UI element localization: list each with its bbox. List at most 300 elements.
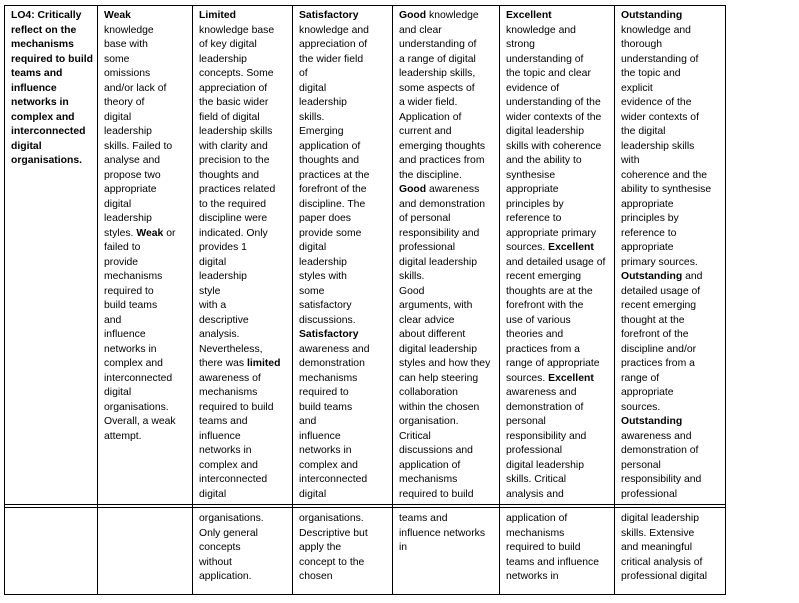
descriptor-line <box>299 82 388 97</box>
descriptor-text: range of appropriate <box>506 358 600 369</box>
descriptor-text: the topic and clear <box>506 68 591 79</box>
descriptor-line <box>506 96 610 111</box>
descriptor-line <box>104 372 188 387</box>
descriptor-line <box>199 299 288 314</box>
descriptor-line <box>621 430 721 445</box>
descriptor-text: precision to the <box>199 155 270 166</box>
descriptor-line <box>399 96 495 111</box>
descriptor-line <box>104 227 188 242</box>
descriptor-line <box>399 24 495 39</box>
descriptor-text: style <box>199 285 221 297</box>
descriptor-text: some <box>104 53 130 65</box>
descriptor-text: range of <box>621 372 660 384</box>
descriptor-line <box>621 541 721 556</box>
descriptor-line <box>506 556 610 571</box>
descriptor-line <box>104 53 188 68</box>
descriptor-text: knowledge base <box>199 24 275 36</box>
descriptor-text: the wider field <box>299 53 364 65</box>
grade-cell-outstanding-continued <box>615 508 726 595</box>
descriptor-text: wider contexts of the <box>506 111 602 123</box>
descriptor-line <box>104 169 188 184</box>
descriptor-line <box>399 299 495 314</box>
descriptor-text: some aspects of <box>399 82 475 94</box>
descriptor-text: influence networks <box>399 527 486 539</box>
descriptor-line <box>104 270 188 285</box>
descriptor-text: organisations. <box>299 513 364 524</box>
descriptor-text: appropriate <box>621 387 674 398</box>
descriptor-text: Critical <box>399 430 431 442</box>
descriptor-text: can help steering <box>399 372 479 384</box>
descriptor-line <box>299 241 388 256</box>
descriptor-text: personal <box>621 459 661 471</box>
descriptor-text: required to build <box>199 401 274 413</box>
descriptor-text: and meaningful <box>621 542 693 553</box>
descriptor-line <box>399 314 495 329</box>
descriptor-text: and clear <box>399 24 442 36</box>
descriptor-text: discipline. The <box>299 198 366 210</box>
descriptor-text: professional digital <box>621 571 708 582</box>
descriptor-line <box>199 9 288 24</box>
descriptor-text: skills. Extensive <box>621 527 695 539</box>
grade-keyword: limited <box>246 358 281 369</box>
grade-keyword: Satisfactory <box>299 329 359 340</box>
rubric-row-continued <box>5 508 726 595</box>
descriptor-text: of <box>299 68 308 79</box>
descriptor-line <box>299 125 388 140</box>
descriptor-text: omissions <box>104 68 151 79</box>
descriptor-text: skills with coherence <box>506 140 602 152</box>
descriptor-line <box>299 96 388 111</box>
grade-keyword: Excellent <box>506 10 552 21</box>
descriptor-line <box>506 256 610 271</box>
descriptor-text: application. <box>199 571 252 582</box>
descriptor-line <box>621 459 721 474</box>
descriptor-line <box>199 67 288 82</box>
descriptor-line <box>104 357 188 372</box>
descriptor-text: understanding of <box>621 53 699 65</box>
descriptor-text: a wider field. <box>399 97 458 108</box>
descriptor-line <box>621 9 721 24</box>
descriptor-text: demonstration of <box>506 401 584 413</box>
descriptor-text: synthesise <box>506 169 556 181</box>
rubric-table <box>4 5 726 595</box>
descriptor-line <box>399 67 495 82</box>
descriptor-text: digital <box>104 387 132 398</box>
descriptor-line <box>399 9 495 24</box>
descriptor-text: and <box>682 271 703 282</box>
descriptor-text: ability to synthesise <box>621 184 712 195</box>
descriptor-text: leadership <box>299 256 347 268</box>
descriptor-text: thorough <box>621 39 663 50</box>
descriptor-text: digital <box>299 82 327 94</box>
descriptor-line <box>506 24 610 39</box>
descriptor-line <box>506 401 610 416</box>
descriptor-text: provide some <box>299 227 362 239</box>
descriptor-text: awareness <box>426 184 480 195</box>
descriptor-line <box>399 285 495 300</box>
descriptor-text: the basic wider <box>199 97 269 108</box>
descriptor-text: evidence of the <box>621 97 692 108</box>
descriptor-line <box>299 212 388 227</box>
descriptor-text: awareness and <box>299 343 370 355</box>
descriptor-line <box>621 212 721 227</box>
descriptor-line <box>621 125 721 140</box>
descriptor-text: digital leadership <box>399 343 477 355</box>
descriptor-line <box>199 227 288 242</box>
descriptor-text: digital leadership <box>621 513 699 524</box>
descriptor-text: about different <box>399 329 466 340</box>
descriptor-line <box>506 386 610 401</box>
descriptor-text: personal <box>506 416 546 427</box>
grade-cell-good-continued <box>393 508 500 595</box>
descriptor-line <box>506 67 610 82</box>
descriptor-line <box>506 241 610 256</box>
descriptor-line <box>399 111 495 126</box>
descriptor-text: networks in <box>199 445 252 456</box>
descriptor-line <box>299 444 388 459</box>
descriptor-text: skills. Critical <box>506 474 567 485</box>
descriptor-line <box>506 473 610 488</box>
descriptor-line <box>199 111 288 126</box>
descriptor-text: digital <box>299 242 327 253</box>
descriptor-line <box>621 386 721 401</box>
descriptor-line <box>399 154 495 169</box>
descriptor-text: the digital <box>621 126 666 137</box>
descriptor-line <box>199 314 288 329</box>
descriptor-line <box>621 488 721 503</box>
descriptor-text: principles by <box>506 198 564 210</box>
descriptor-text: knowledge <box>104 24 154 36</box>
descriptor-text: principles by <box>621 213 679 224</box>
descriptor-text: concepts. Some <box>199 68 274 79</box>
grade-keyword: Satisfactory <box>299 10 359 21</box>
descriptor-text: influence <box>299 430 341 442</box>
descriptor-line <box>399 38 495 53</box>
descriptor-text: knowledge and <box>299 24 369 36</box>
descriptor-text: networks in <box>104 343 157 355</box>
descriptor-text: the discipline. <box>399 169 462 181</box>
descriptor-text: appropriate <box>621 242 674 253</box>
grade-keyword: Weak <box>104 10 131 21</box>
descriptor-text: understanding of <box>399 39 477 50</box>
descriptor-text: interconnected <box>299 474 368 485</box>
descriptor-line <box>399 444 495 459</box>
descriptor-text: interconnected <box>199 474 268 485</box>
descriptor-text: leadership <box>104 213 152 224</box>
descriptor-text: demonstration <box>299 358 365 369</box>
descriptor-line <box>506 270 610 285</box>
learning-outcome-line: mechanisms <box>11 39 74 50</box>
descriptor-line <box>299 111 388 126</box>
descriptor-text: Descriptive but <box>299 527 368 539</box>
descriptor-text: current and <box>399 126 452 137</box>
descriptor-line <box>399 401 495 416</box>
learning-outcome-line: required to build <box>11 53 93 65</box>
descriptor-line <box>199 82 288 97</box>
descriptor-text: thought at the <box>621 314 685 326</box>
descriptor-text: leadership <box>104 126 152 137</box>
descriptor-text: coherence and the <box>621 169 708 181</box>
descriptor-text: application of <box>506 513 568 524</box>
descriptor-text: sources. <box>506 242 549 253</box>
descriptor-line <box>506 512 610 527</box>
descriptor-line <box>199 256 288 271</box>
descriptor-line <box>621 111 721 126</box>
descriptor-text: responsibility and <box>399 227 480 239</box>
descriptor-line <box>621 198 721 213</box>
descriptor-text: required to <box>104 285 154 297</box>
descriptor-line <box>621 444 721 459</box>
descriptor-line <box>506 343 610 358</box>
descriptor-text: awareness of <box>199 372 261 384</box>
descriptor-line <box>199 430 288 445</box>
descriptor-line <box>399 459 495 474</box>
descriptor-line <box>299 270 388 285</box>
descriptor-text: appreciation of <box>299 39 368 50</box>
descriptor-text: understanding of <box>506 53 584 65</box>
learning-outcome-line: organisations. <box>11 155 83 166</box>
learning-outcome-line: networks in <box>11 97 69 108</box>
descriptor-text: practices at the <box>299 169 370 181</box>
descriptor-text: practices from a <box>506 343 580 355</box>
descriptor-text: build teams <box>299 401 353 413</box>
descriptor-text: of key digital <box>199 39 257 50</box>
descriptor-line <box>506 299 610 314</box>
descriptor-text: some <box>299 285 325 297</box>
descriptor-line <box>621 256 721 271</box>
descriptor-line <box>199 38 288 53</box>
descriptor-line <box>506 415 610 430</box>
descriptor-line <box>506 570 610 585</box>
descriptor-text: leadership skills <box>621 140 695 152</box>
descriptor-line <box>299 256 388 271</box>
descriptor-line <box>299 488 388 503</box>
descriptor-text: leadership skills, <box>399 68 476 79</box>
descriptor-text: critical analysis of <box>621 556 703 568</box>
learning-outcome-line: digital <box>11 140 42 152</box>
descriptor-text: chosen <box>299 571 333 582</box>
descriptor-line <box>399 256 495 271</box>
descriptor-text: mechanisms <box>299 372 358 384</box>
descriptor-line <box>399 372 495 387</box>
descriptor-line <box>104 82 188 97</box>
descriptor-line <box>399 386 495 401</box>
learning-outcome-line: influence <box>11 82 57 94</box>
descriptor-line <box>199 570 288 585</box>
descriptor-text: awareness and <box>621 430 692 442</box>
descriptor-line <box>621 38 721 53</box>
descriptor-text: complex and <box>199 459 258 471</box>
descriptor-text: and practices from <box>399 155 485 166</box>
descriptor-text: thoughts and <box>199 169 260 181</box>
descriptor-text: Application of <box>399 111 462 123</box>
descriptor-line <box>104 256 188 271</box>
descriptor-line <box>621 140 721 155</box>
descriptor-line <box>199 125 288 140</box>
descriptor-line <box>399 53 495 68</box>
descriptor-text: discipline and/or <box>621 343 697 355</box>
grade-keyword: Outstanding <box>621 271 683 282</box>
descriptor-line <box>399 541 495 556</box>
descriptor-line <box>621 241 721 256</box>
descriptor-line <box>199 212 288 227</box>
grade-cell-weak <box>98 6 193 505</box>
descriptor-text: sources. <box>621 401 661 413</box>
descriptor-text: there was <box>199 358 247 369</box>
descriptor-line <box>299 53 388 68</box>
descriptor-line <box>399 343 495 358</box>
grade-cell-good <box>393 6 500 505</box>
descriptor-text: or <box>163 227 176 239</box>
descriptor-line <box>399 241 495 256</box>
descriptor-text: knowledge and <box>506 24 576 36</box>
descriptor-text: paper does <box>299 213 351 224</box>
descriptor-text: forefront of the <box>621 329 689 340</box>
learning-outcome-line: interconnected <box>11 126 86 137</box>
learning-outcome-cell <box>5 6 98 505</box>
descriptor-line <box>621 372 721 387</box>
grade-keyword: Excellent <box>548 372 594 384</box>
descriptor-line <box>299 372 388 387</box>
descriptor-line <box>506 82 610 97</box>
descriptor-line <box>621 527 721 542</box>
descriptor-text: analysis and <box>506 488 564 500</box>
descriptor-line <box>199 270 288 285</box>
descriptor-text: influence <box>104 329 146 340</box>
descriptor-line <box>199 415 288 430</box>
descriptor-text: understanding of the <box>506 97 601 108</box>
descriptor-line <box>506 169 610 184</box>
descriptor-line <box>621 270 721 285</box>
descriptor-text: Good <box>399 285 425 297</box>
descriptor-text: leadership <box>199 53 247 65</box>
descriptor-line <box>104 285 188 300</box>
learning-outcome-line: reflect on the <box>11 24 77 36</box>
descriptor-line <box>506 125 610 140</box>
descriptor-text: required to <box>299 387 349 398</box>
descriptor-line <box>104 343 188 358</box>
descriptor-line <box>299 227 388 242</box>
descriptor-text: digital <box>104 198 132 210</box>
descriptor-line <box>506 140 610 155</box>
grade-keyword: Outstanding <box>621 416 683 427</box>
descriptor-line <box>199 241 288 256</box>
descriptor-line <box>299 556 388 571</box>
descriptor-text: field of digital <box>199 111 260 123</box>
descriptor-line <box>199 556 288 571</box>
descriptor-line <box>299 9 388 24</box>
descriptor-text: analyse and <box>104 155 161 166</box>
descriptor-text: application of <box>399 459 461 471</box>
descriptor-line <box>506 527 610 542</box>
descriptor-line <box>506 328 610 343</box>
descriptor-text: and the ability to <box>506 155 582 166</box>
descriptor-line <box>199 198 288 213</box>
descriptor-line <box>199 386 288 401</box>
descriptor-line <box>506 38 610 53</box>
grade-cell-excellent-continued <box>500 508 615 595</box>
descriptor-line <box>621 512 721 527</box>
descriptor-line <box>199 154 288 169</box>
descriptor-text: complex and <box>299 459 358 471</box>
descriptor-text: descriptive <box>199 314 249 326</box>
descriptor-line <box>621 570 721 585</box>
descriptor-line <box>199 488 288 503</box>
descriptor-line <box>621 556 721 571</box>
descriptor-line <box>506 53 610 68</box>
descriptor-line <box>104 401 188 416</box>
descriptor-line <box>299 473 388 488</box>
descriptor-text: reference to <box>506 213 562 224</box>
descriptor-text: thoughts and <box>299 155 360 166</box>
descriptor-line <box>399 357 495 372</box>
descriptor-text: evidence of <box>506 82 560 94</box>
descriptor-text: digital leadership <box>506 126 584 137</box>
descriptor-text: teams and <box>399 513 448 524</box>
descriptor-text: analysis. <box>199 329 240 340</box>
descriptor-text: leadership <box>299 97 347 108</box>
descriptor-text: organisations. <box>104 401 169 413</box>
descriptor-line <box>104 183 188 198</box>
descriptor-line <box>199 512 288 527</box>
descriptor-text: forefront of the <box>299 184 367 195</box>
descriptor-line <box>299 198 388 213</box>
descriptor-line <box>621 415 721 430</box>
descriptor-text: interconnected <box>104 372 173 384</box>
descriptor-line <box>299 401 388 416</box>
descriptor-text: styles. <box>104 227 137 239</box>
descriptor-text: complex and <box>104 358 163 369</box>
descriptor-text: and demonstration <box>399 198 486 210</box>
descriptor-line <box>104 24 188 39</box>
descriptor-text: within the chosen <box>399 401 480 413</box>
descriptor-line <box>299 328 388 343</box>
descriptor-line <box>299 386 388 401</box>
descriptor-text: thoughts are at the <box>506 285 593 297</box>
grade-cell-satisfactory <box>293 6 393 505</box>
descriptor-text: professional <box>399 242 456 253</box>
descriptor-line <box>399 125 495 140</box>
descriptor-line <box>299 38 388 53</box>
grade-keyword: Outstanding <box>621 10 683 21</box>
descriptor-text: use of various <box>506 314 571 326</box>
descriptor-text: practices related <box>199 184 276 195</box>
descriptor-text: discipline were <box>199 213 268 224</box>
descriptor-text: teams and <box>199 416 248 427</box>
descriptor-line <box>299 512 388 527</box>
descriptor-text: skills. <box>299 111 325 123</box>
descriptor-text: knowledge <box>426 10 479 21</box>
descriptor-text: responsibility and <box>506 430 587 442</box>
descriptor-line <box>104 140 188 155</box>
descriptor-line <box>506 154 610 169</box>
descriptor-text: required to build <box>399 488 474 500</box>
descriptor-line <box>506 541 610 556</box>
descriptor-line <box>506 227 610 242</box>
grade-keyword: Excellent <box>548 242 594 253</box>
grade-cell-weak-continued <box>98 508 193 595</box>
descriptor-line <box>299 67 388 82</box>
descriptor-text: explicit <box>621 82 653 94</box>
descriptor-line <box>104 212 188 227</box>
descriptor-line <box>621 299 721 314</box>
descriptor-text: application of <box>299 140 361 152</box>
descriptor-text: failed to <box>104 242 141 253</box>
descriptor-text: forefront with the <box>506 300 584 311</box>
descriptor-line <box>199 96 288 111</box>
descriptor-text: theories and <box>506 329 564 340</box>
descriptor-text: Nevertheless, <box>199 343 263 355</box>
